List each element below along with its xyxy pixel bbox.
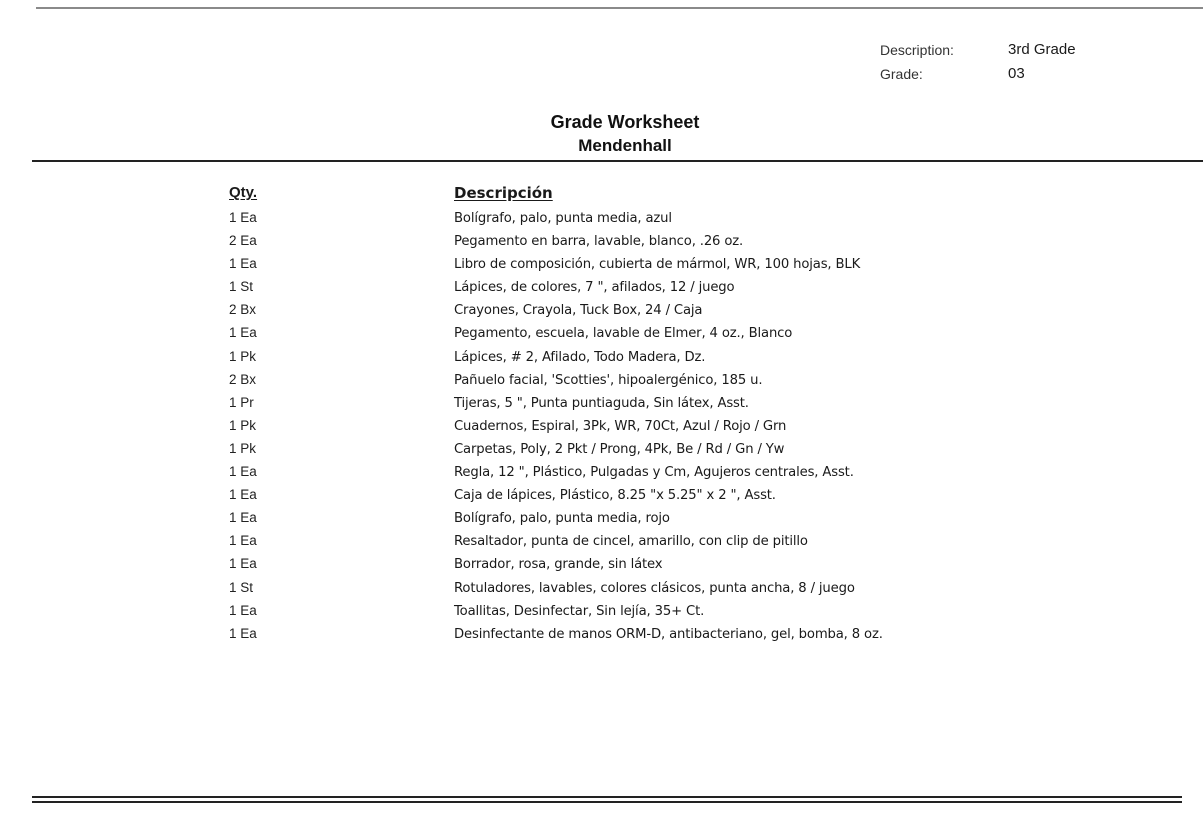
item-description: Bolígrafo, palo, punta media, azul: [454, 211, 672, 226]
description-row: [880, 38, 1076, 62]
table-row: [0, 323, 1203, 346]
table-row: [0, 439, 1203, 462]
description-column-header: Descripción: [454, 184, 553, 202]
item-qty: 1 Ea: [229, 510, 257, 526]
footer-divider-top: [32, 796, 1182, 798]
grade-value: 03: [1008, 65, 1025, 82]
table-row: [0, 485, 1203, 508]
page-title: Grade Worksheet: [550, 112, 700, 132]
item-description: Lápices, de colores, 7 ", afilados, 12 / juego: [454, 280, 735, 296]
item-qty: 1 Ea: [229, 602, 257, 618]
table-row: [0, 531, 1203, 554]
school-name: Mendenhall: [578, 136, 672, 155]
grade-label: Grade:: [880, 66, 923, 82]
item-description: Pegamento, escuela, lavable de Elmer, 4 oz., Blanco: [454, 326, 793, 342]
header-divider: [32, 160, 1203, 162]
item-qty: 2 Ea: [229, 233, 257, 249]
item-qty: 1 Ea: [229, 325, 257, 341]
item-qty: 2 Bx: [229, 371, 257, 387]
table-row: [0, 578, 1203, 601]
footer-divider-bottom: [32, 801, 1182, 803]
qty-column-header: Qty.: [229, 184, 258, 201]
grade-row: [880, 62, 1076, 86]
table-row: [0, 554, 1203, 577]
item-qty: 1 Pk: [229, 440, 257, 456]
item-qty: 1 Ea: [229, 533, 257, 549]
item-description: Toallitas, Desinfectar, Sin lejía, 35+ Ct.: [454, 603, 705, 619]
item-description: Regla, 12 ", Plástico, Pulgadas y Cm, Agujeros centrales, Asst.: [454, 465, 854, 481]
item-qty: 2 Bx: [229, 302, 257, 318]
table-row: [0, 624, 1203, 647]
table-row: [0, 347, 1203, 370]
item-qty: 1 Ea: [229, 210, 257, 225]
description-value: 3rd Grade: [1008, 41, 1076, 58]
table-row: [0, 300, 1203, 323]
table-row: [0, 208, 1203, 231]
item-description: Rotuladores, lavables, colores clásicos, punta ancha, 8 / juego: [454, 580, 855, 596]
item-qty: 1 Ea: [229, 556, 257, 572]
supply-list-rows: [0, 208, 1203, 647]
item-description: Carpetas, Poly, 2 Pkt / Prong, 4Pk, Be / Rd / Gn / Yw: [454, 441, 785, 457]
item-qty: 1 Pk: [229, 417, 257, 433]
table-row: [0, 370, 1203, 393]
item-description: Borrador, rosa, grande, sin látex: [454, 557, 663, 573]
worksheet-meta: [880, 38, 1076, 86]
item-qty: 1 Ea: [229, 464, 257, 480]
table-row: [0, 277, 1203, 300]
table-row: [0, 462, 1203, 485]
item-qty: 1 St: [229, 579, 254, 595]
item-qty: 1 Ea: [229, 487, 257, 503]
table-row: [0, 416, 1203, 439]
item-qty: 1 Ea: [229, 625, 257, 641]
table-row: [0, 393, 1203, 416]
item-description: Libro de composición, cubierta de mármol, WR, 100 hojas, BLK: [454, 257, 861, 273]
item-description: Cuadernos, Espiral, 3Pk, WR, 70Ct, Azul / Rojo / Grn: [454, 418, 787, 434]
description-label: Description:: [880, 42, 954, 58]
item-description: Pegamento en barra, lavable, blanco, .26 oz.: [454, 234, 744, 250]
top-divider: [36, 7, 1203, 9]
item-qty: 1 Pk: [229, 348, 257, 364]
item-description: Desinfectante de manos ORM-D, antibacteriano, gel, bomba, 8 oz.: [454, 626, 883, 642]
item-qty: 1 Pr: [229, 394, 254, 410]
item-description: Pañuelo facial, 'Scotties', hipoalergénico, 185 u.: [454, 372, 763, 388]
item-qty: 1 St: [229, 279, 254, 295]
item-description: Tijeras, 5 ", Punta puntiaguda, Sin látex, Asst.: [454, 395, 749, 411]
item-description: Crayones, Crayola, Tuck Box, 24 / Caja: [454, 303, 703, 319]
item-description: Resaltador, punta de cincel, amarillo, con clip de pitillo: [454, 534, 808, 550]
item-qty: 1 Ea: [229, 256, 257, 272]
item-description: Lápices, # 2, Afilado, Todo Madera, Dz.: [454, 349, 706, 365]
table-row: [0, 254, 1203, 277]
item-description: Caja de lápices, Plástico, 8.25 "x 5.25" x 2 ", Asst.: [454, 488, 776, 504]
table-row: [0, 231, 1203, 254]
table-row: [0, 508, 1203, 531]
table-row: [0, 601, 1203, 624]
item-description: Bolígrafo, palo, punta media, rojo: [454, 511, 670, 527]
